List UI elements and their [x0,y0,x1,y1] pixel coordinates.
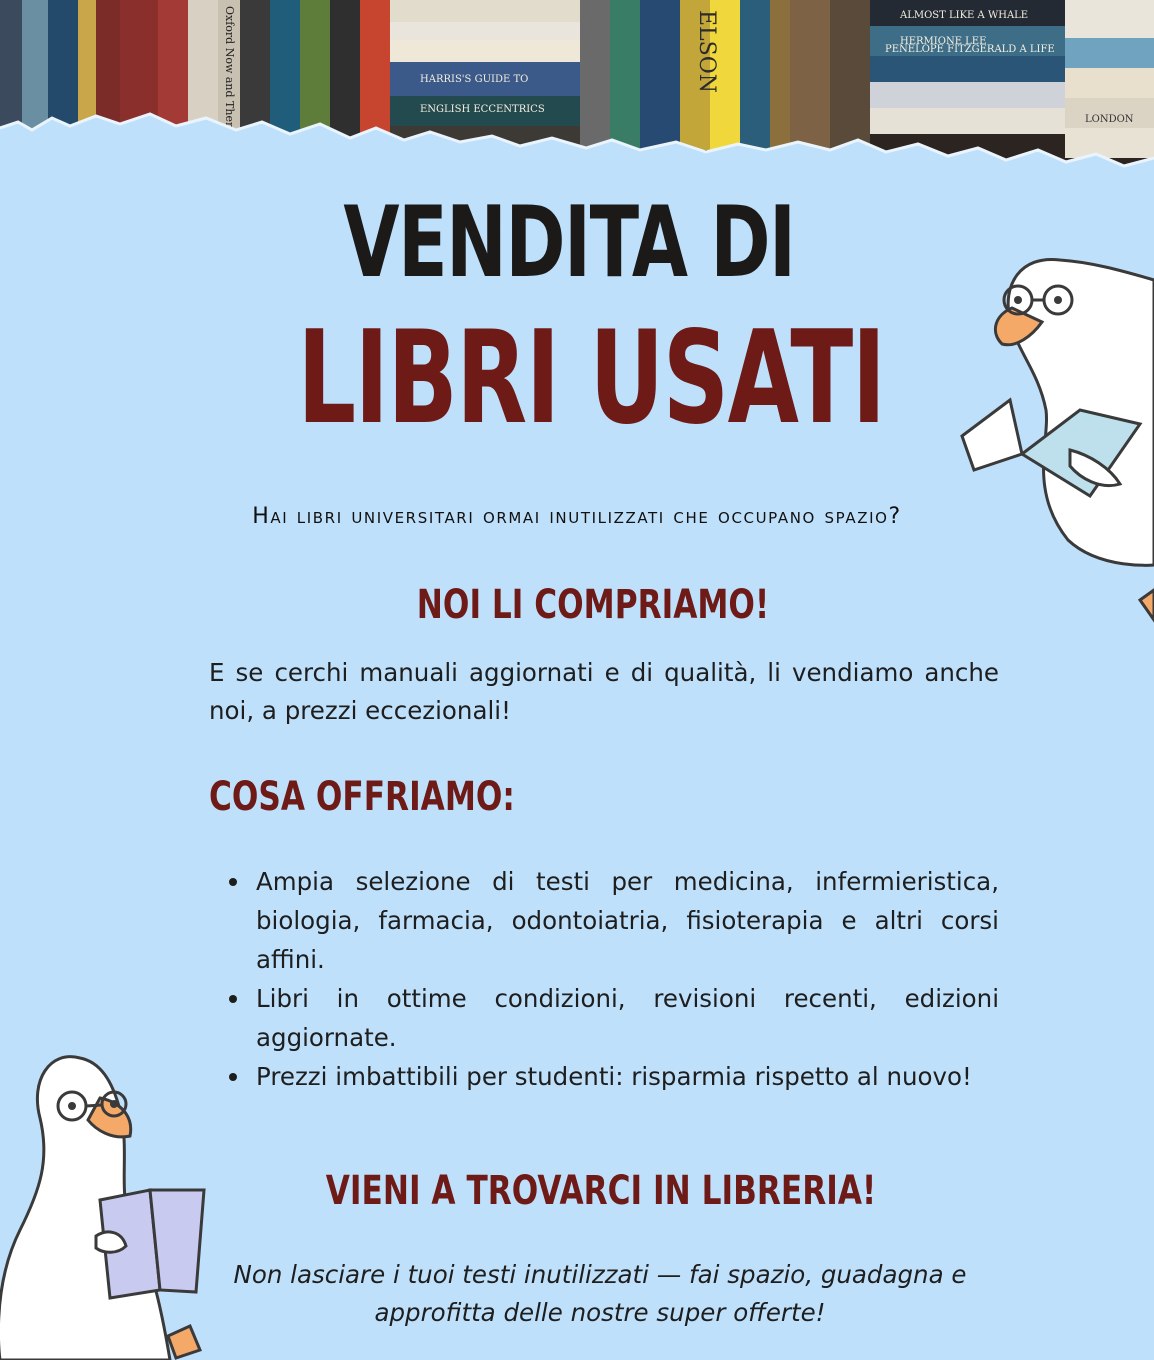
offer-item: Ampia selezione di testi per medicina, infermieristica, biologia, farmacia, odontoiatria, fisioterapia e altri corsi affini. [256,862,999,979]
subtitle: Hai libri universitari ormai inutilizzati che occupano spazio? [252,504,902,529]
svg-text:ENGLISH ECCENTRICS: ENGLISH ECCENTRICS [420,104,545,115]
title-line-2: LIBRI USATI [297,304,885,453]
svg-text:ELSON: ELSON [694,10,719,94]
bookshelf-photo [0,0,1154,190]
svg-text:LONDON: LONDON [1085,114,1134,125]
svg-text:Oxford Now and Then: Oxford Now and Then [223,6,236,130]
goose-reading-right-icon [950,240,1154,630]
closing-text: Non lasciare i tuoi testi inutilizzati — fai spazio, guadagna e approfitta delle nostre super offerte! [233,1260,967,1327]
offer-heading: COSA OFFRIAMO: [209,774,515,820]
svg-text:HARRIS'S GUIDE TO: HARRIS'S GUIDE TO [420,74,529,85]
goose-reading-left-icon [0,1040,220,1360]
offer-item: Prezzi imbattibili per studenti: risparmia rispetto al nuovo! [256,1057,999,1096]
visit-heading: VIENI A TROVARCI IN LIBRERIA! [325,1168,877,1214]
offer-list [256,862,999,1096]
svg-text:ALMOST LIKE A WHALE: ALMOST LIKE A WHALE [900,10,1029,21]
svg-text:PENELOPE FITZGERALD A LIFE: PENELOPE FITZGERALD A LIFE [885,44,1055,55]
offer-item: Libri in ottime condizioni, revisioni recenti, edizioni aggiornate. [256,979,999,1057]
intro-paragraph: E se cerchi manuali aggiornati e di qualità, li vendiamo anche noi, a prezzi eccezionali! [209,658,999,725]
svg-text:HERMIONE LEE: HERMIONE LEE [900,36,987,47]
buy-heading: NOI LI COMPRIAMO! [416,582,770,628]
title-line-1: VENDITA DI [343,186,795,300]
